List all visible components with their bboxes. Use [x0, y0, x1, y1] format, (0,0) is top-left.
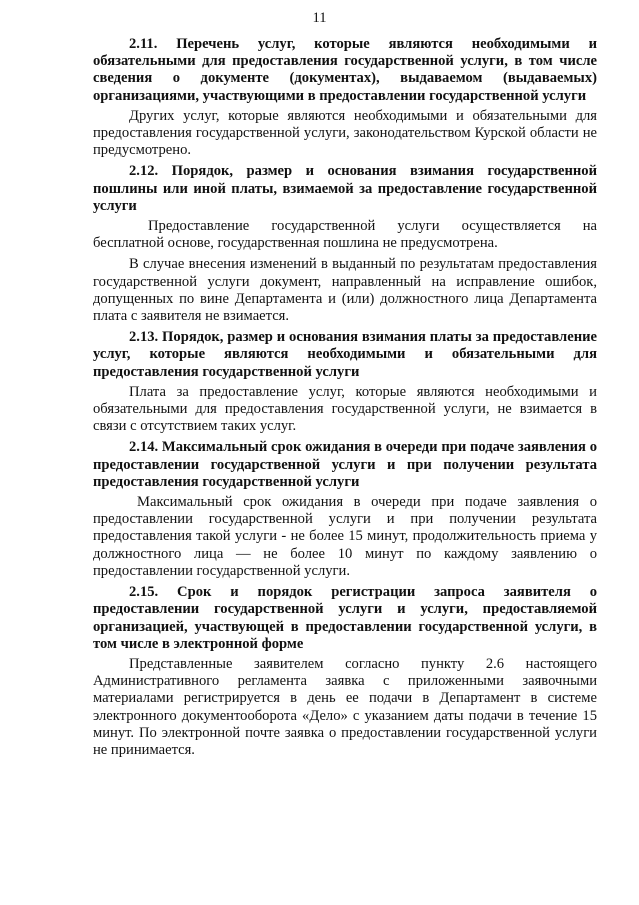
section-2-15-paragraph: Представленные заявителем согласно пункту 2.6 настоящего Административного регламента заявка с приложенными заявочными материалами регистрируется в день ее подачи в Департамент в системе электронного документооборота «Дело» с указанием даты подачи в течение 15 минут. По электронной почте заявка о предоставлении государственной услуги не принимается. — [93, 655, 597, 758]
document-body — [93, 36, 597, 763]
section-2-13-title: 2.13. Порядок, размер и основания взимания платы за предоставление услуг, которые являются необходимыми и обязательными для предоставления государственной услуги — [93, 329, 597, 380]
section-2-13-paragraph: Плата за предоставление услуг, которые являются необходимыми и обязательными для предоставления государственной услуги, не взимается в связи с отсутствием таких услуг. — [93, 383, 597, 435]
section-2-12-title: 2.12. Порядок, размер и основания взимания государственной пошлины или иной платы, взимаемой за предоставление государственной услуги — [93, 163, 597, 214]
section-2-11-title: 2.11. Перечень услуг, которые являются необходимыми и обязательными для предоставления государственной услуги, в том числе сведения о документе (документах), выдаваемом (выдаваемых) организациями, участвующими в предоставлении государственной услуги — [93, 36, 597, 104]
section-2-11-paragraph: Других услуг, которые являются необходимыми и обязательными для предоставления государственной услуги, законодательством Курской области не предусмотрено. — [93, 107, 597, 159]
page-number: 11 — [312, 10, 327, 26]
section-2-12-paragraph-2: В случае внесения изменений в выданный по результатам предоставления государственной услуги документ, направленный на исправление ошибок, допущенных по вине Департамента и (или) должностного лица Департамента плата с заявителя не взимается. — [93, 256, 597, 325]
section-2-12-paragraph-1: Предоставление государственной услуги осуществляется на бесплатной основе, государственная пошлина не предусмотрена. — [93, 218, 597, 252]
section-2-15-title: 2.15. Срок и порядок регистрации запроса заявителя о предоставлении государственной услуги и услуги, предоставляемой организацией, участвующей в предоставлении государственной услуги, в том числе в электронной форме — [93, 584, 597, 652]
section-2-14-paragraph: Максимальный срок ожидания в очереди при подаче заявления о предоставлении государственной услуги и при получении результата предоставления такой услуги - не более 15 минут, продолжительность приема у должностного лица — не более 10 минут по каждому заявлению о предоставлении государственной услуги. — [93, 494, 597, 579]
section-2-14-title: 2.14. Максимальный срок ожидания в очереди при подаче заявления о предоставлении государственной услуги и при получении результата предоставления государственной услуги — [93, 439, 597, 490]
